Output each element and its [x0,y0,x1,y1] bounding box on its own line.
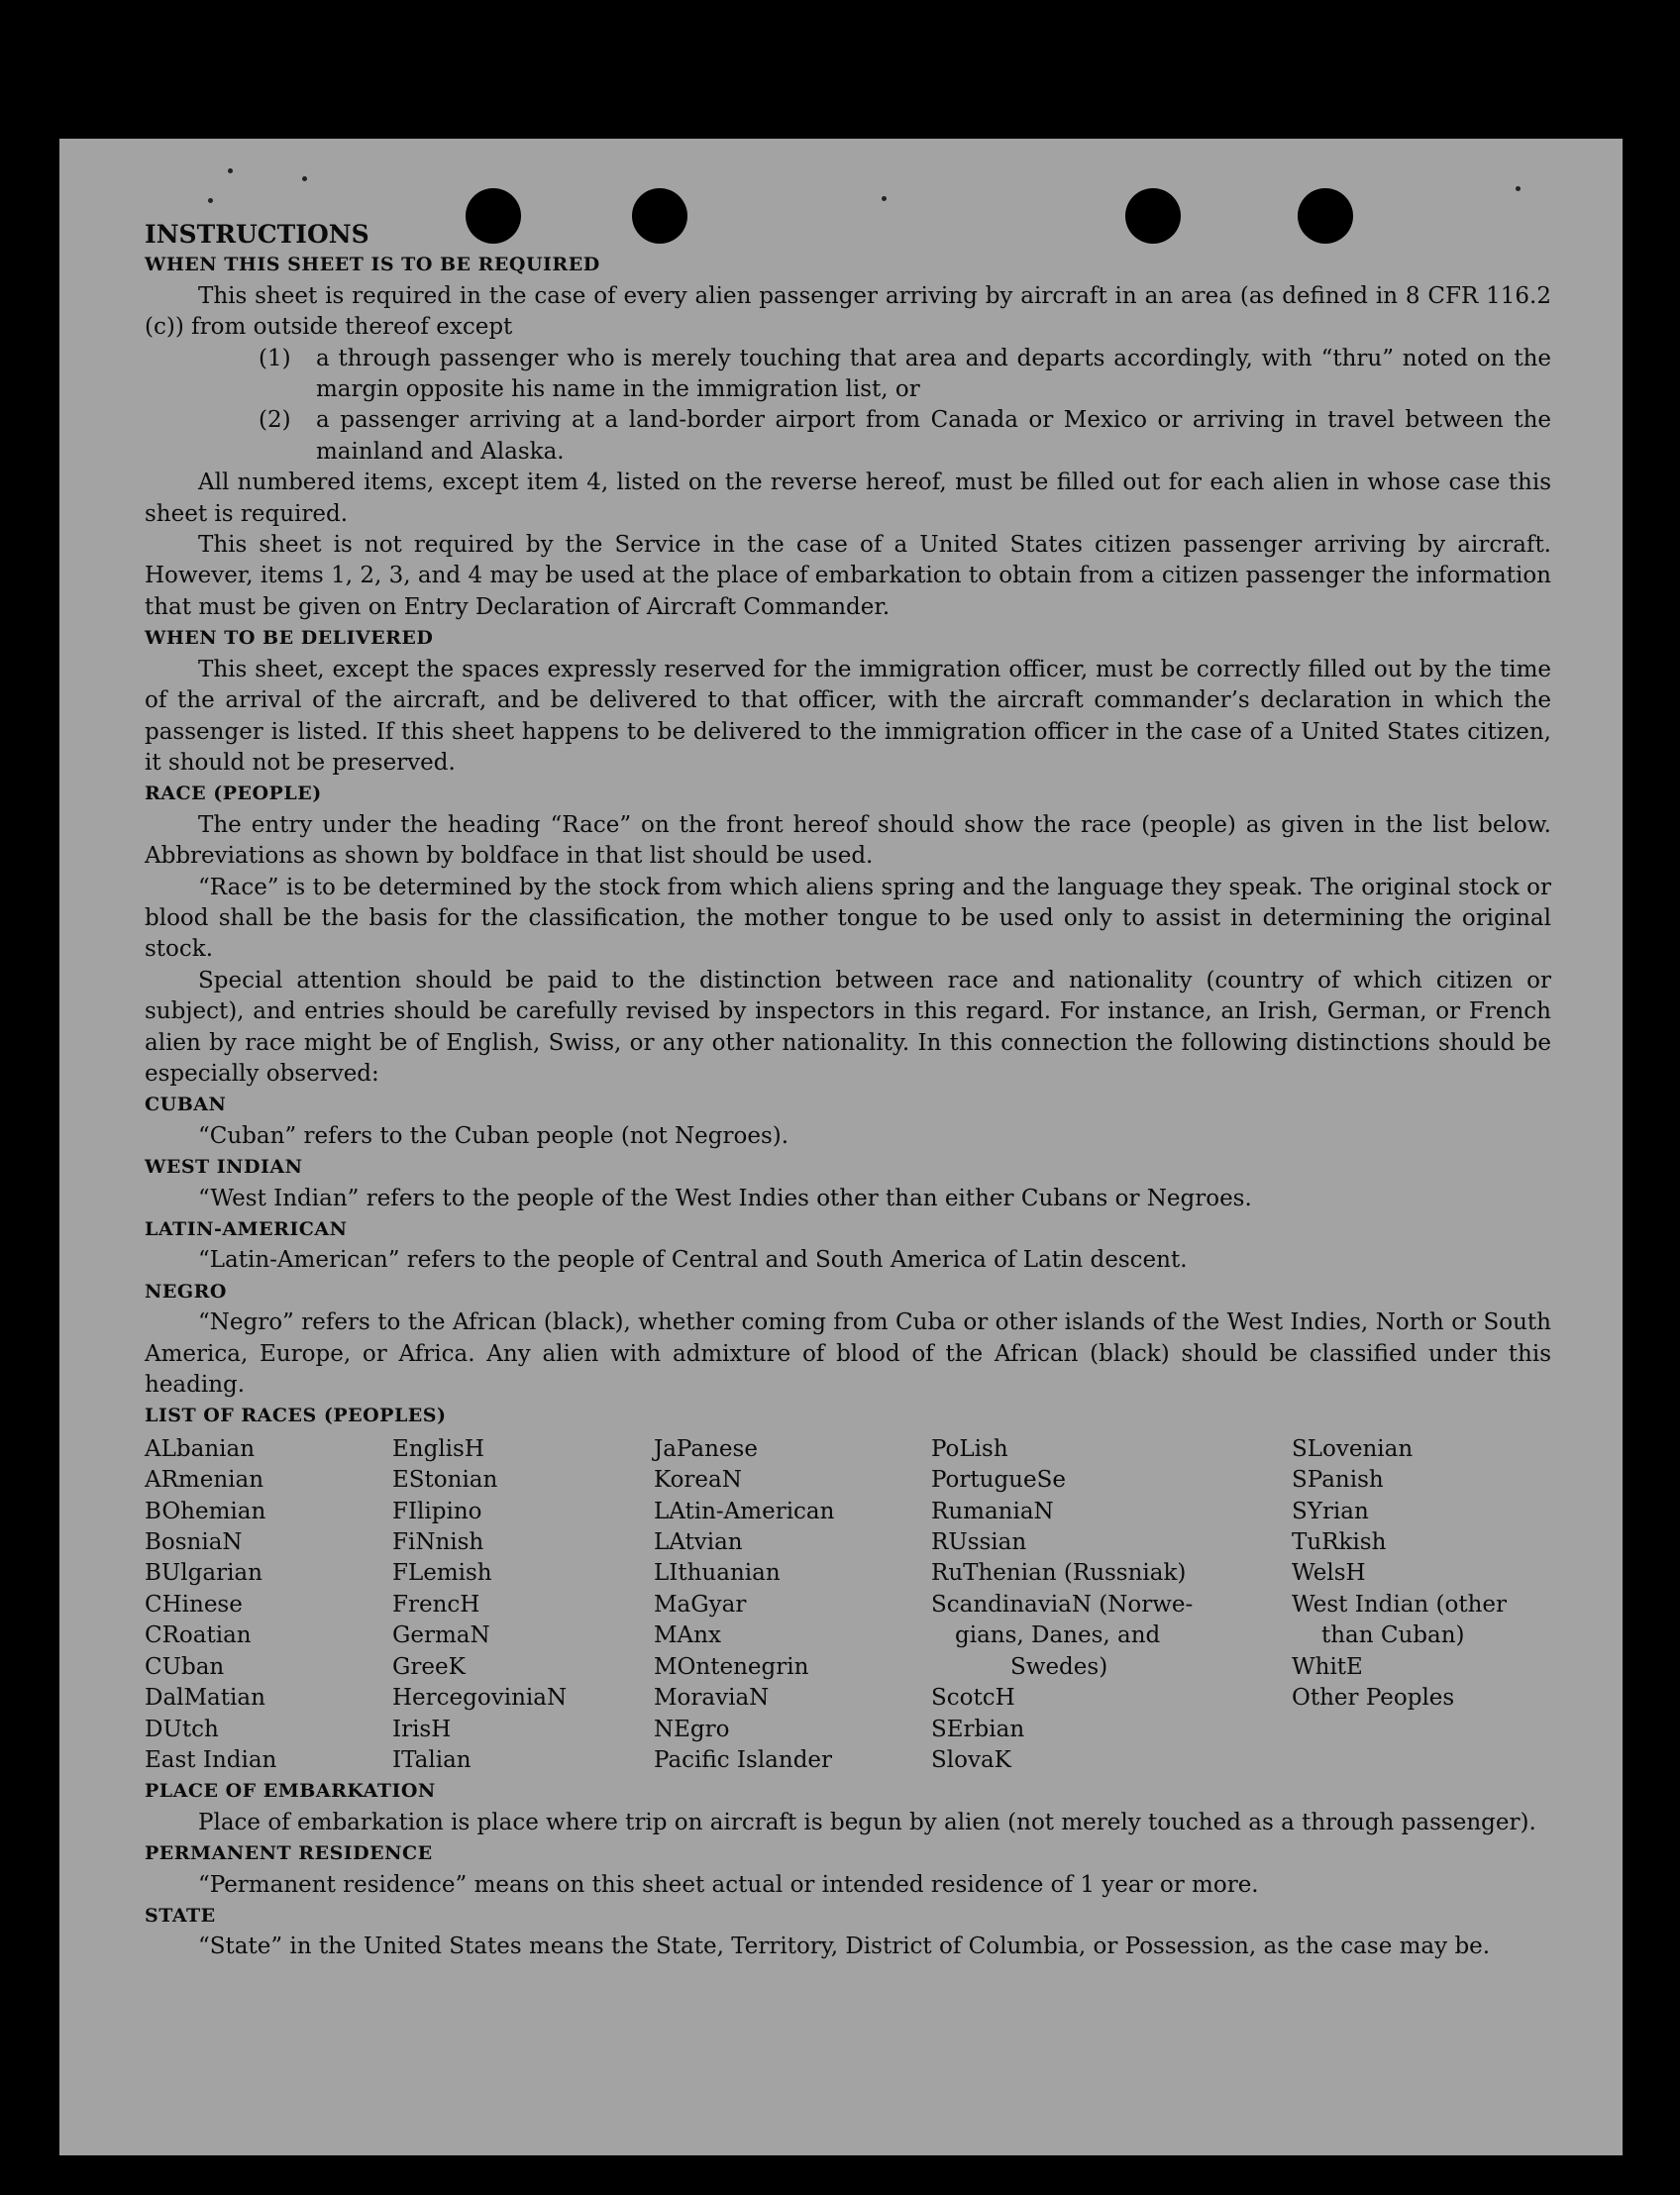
races-column [654,1434,931,1776]
state-heading: STATE [145,1904,216,1927]
paragraph: This sheet, except the spaces expressly reserved for the immigration officer, must be correctly filled out by the time of the arrival of the aircraft, and be delivered to that officer, with the aircraft commander’s declaration in which the passenger is listed. If this sheet happens to be delivered to the immigration officer in the case of a United States citizen, it should not be preserved. [145,656,1551,776]
race-entry: RUssian [931,1529,1027,1556]
races-column [145,1434,392,1776]
cuban-heading: CUBAN [145,1094,227,1116]
race-entry: PortugueSe [931,1467,1066,1494]
race-entry: Other Peoples [1292,1685,1455,1712]
speck [228,168,233,173]
paragraph: “Cuban” refers to the Cuban people (not Negroes). [198,1122,789,1149]
race-entry: West Indian (other [1292,1591,1508,1618]
race-entry: KoreaN [654,1467,742,1494]
race-entry: EnglisH [392,1435,484,1462]
speck [882,196,887,201]
race-entry: LAtin-American [654,1498,835,1524]
race-entry: SlovaK [931,1746,1011,1773]
race-heading: RACE (PEOPLE) [145,783,322,805]
race-entry: Pacific Islander [654,1746,833,1773]
paragraph: Place of embarkation is place where trip on aircraft is begun by alien (not merely touched as a through passenger). [198,1809,1536,1835]
race-entry: MoraviaN [654,1685,770,1712]
speck [302,176,307,181]
paragraph: All numbered items, except item 4, listed on the reverse hereof, must be filled out for each alien in whose case this sheet is required. [145,470,1551,527]
race-entry: TuRkish [1292,1529,1387,1556]
race-entry: GreeK [392,1653,466,1680]
race-entry: MAnx [654,1622,721,1649]
race-entry: HercegoviniaN [392,1685,568,1712]
document-sheet [59,139,1623,2155]
paragraph: “Negro” refers to the African (black), whether coming from Cuba or other islands of the West Indies, North or South America, Europe, or Africa. Any alien with admixture of blood of the African (black) should be classified under this heading. [145,1309,1551,1399]
race-entry: FrencH [392,1591,480,1618]
race-entry: PoLish [931,1435,1008,1462]
paragraph: “Latin-American” refers to the people of Central and South America of Latin descent. [198,1247,1188,1274]
race-entry: BUlgarian [145,1560,262,1587]
race-entry: SPanish [1292,1467,1384,1494]
race-entry: JaPanese [654,1435,758,1462]
race-entry: ITalian [392,1746,472,1773]
numbered-item [145,344,1551,406]
paragraph: Special attention should be paid to the distinction between race and nationality (country of which citizen or subject), and entries should be carefully revised by inspectors in this regard. For instance, an Irish, German, or French alien by race might be of English, Swiss, or any other nationality. In this connection the following distinctions should be especially observed: [145,967,1551,1087]
paragraph: This sheet is required in the case of every alien passenger arriving by aircraft in an area (as defined in 8 CFR 116.2 (c)) from outside thereof except [145,282,1551,341]
race-entry: LAtvian [654,1529,743,1556]
race-entry: CUban [145,1653,225,1680]
race-entry: EStonian [392,1467,498,1494]
paragraph: “Race” is to be determined by the stock from which aliens spring and the language they speak. The original stock or blood shall be the basis for the classification, the mother tongue to be used only to assist in determining the original stock. [145,874,1551,963]
residence-heading: PERMANENT RESIDENCE [145,1842,433,1865]
instructions-content [145,219,1551,1963]
race-entry: Swedes) [1010,1653,1108,1680]
race-entry: ScandinaviaN (Norwe- [931,1591,1194,1618]
race-entry: FiNnish [392,1529,484,1556]
race-entry: MaGyar [654,1591,747,1618]
race-entry: CRoatian [145,1622,252,1649]
race-entry: DUtch [145,1716,219,1742]
race-entry: gians, Danes, and [955,1622,1161,1649]
paragraph: The entry under the heading “Race” on the front hereof should show the race (people) as given in the list below. Abbreviations as shown by boldface in that list should be used. [145,811,1551,870]
item-text: a passenger arriving at a land-border airport from Canada or Mexico or arriving in travel between the mainland and Alaska. [316,407,1551,465]
race-entry: IrisH [392,1716,452,1742]
race-entry: SLovenian [1292,1435,1414,1462]
paragraph: “West Indian” refers to the people of the West Indies other than either Cubans or Negroes. [198,1185,1252,1211]
race-entry: CHinese [145,1591,243,1618]
races-column [392,1434,654,1776]
race-entry: WhitE [1292,1653,1363,1680]
race-entry: ALbanian [145,1435,256,1462]
race-entry: East Indian [145,1746,277,1773]
latin-american-heading: LATIN-AMERICAN [145,1218,348,1240]
race-entry: BOhemian [145,1498,266,1524]
races-column [1292,1434,1549,1776]
embarkation-heading: PLACE OF EMBARKATION [145,1780,436,1803]
paragraph: This sheet is not required by the Service in the case of a United States citizen passenger arriving by aircraft. However, items 1, 2, 3, and 4 may be used at the place of embarkation to obtain from a citizen passenger the information that must be given on Entry Declaration of Aircraft Commander. [145,532,1551,620]
race-entry: RumaniaN [931,1498,1054,1524]
instructions-title: INSTRUCTIONS [145,220,369,249]
item-number: (1) [259,345,291,371]
race-entry: FIlipino [392,1498,482,1524]
race-entry: LIthuanian [654,1560,781,1587]
race-entry: FLemish [392,1560,492,1587]
item-text: a through passenger who is merely touching that area and departs accordingly, with “thru” noted on the margin opposite his name in the immigration list, or [316,345,1551,403]
race-entry: ARmenian [145,1467,264,1494]
race-entry: RuThenian (Russniak) [931,1560,1187,1587]
numbered-item [145,405,1551,468]
speck [208,198,213,203]
delivered-heading: WHEN TO BE DELIVERED [145,627,434,650]
race-entry: WelsH [1292,1560,1366,1587]
race-entry: SYrian [1292,1498,1369,1524]
race-entry: SErbian [931,1716,1025,1742]
race-entry: GermaN [392,1622,490,1649]
race-entry: MOntenegrin [654,1653,809,1680]
negro-heading: NEGRO [145,1280,227,1303]
race-entry: NEgro [654,1716,730,1742]
race-entry: than Cuban) [1321,1622,1465,1649]
paragraph: “Permanent residence” means on this sheet actual or intended residence of 1 year or more. [198,1871,1259,1898]
item-number: (2) [259,407,291,434]
required-heading: WHEN THIS SHEET IS TO BE REQUIRED [145,254,600,276]
list-of-races-heading: LIST OF RACES (PEOPLES) [145,1405,447,1427]
race-entry: DalMatian [145,1685,265,1712]
paragraph: “State” in the United States means the State, Territory, District of Columbia, or Possession, as the case may be. [198,1934,1491,1960]
west-indian-heading: WEST INDIAN [145,1156,303,1179]
race-entry: BosniaN [145,1529,243,1556]
races-table [145,1434,1551,1776]
race-entry: ScotcH [931,1685,1015,1712]
speck [1516,186,1521,191]
races-column [931,1434,1292,1776]
